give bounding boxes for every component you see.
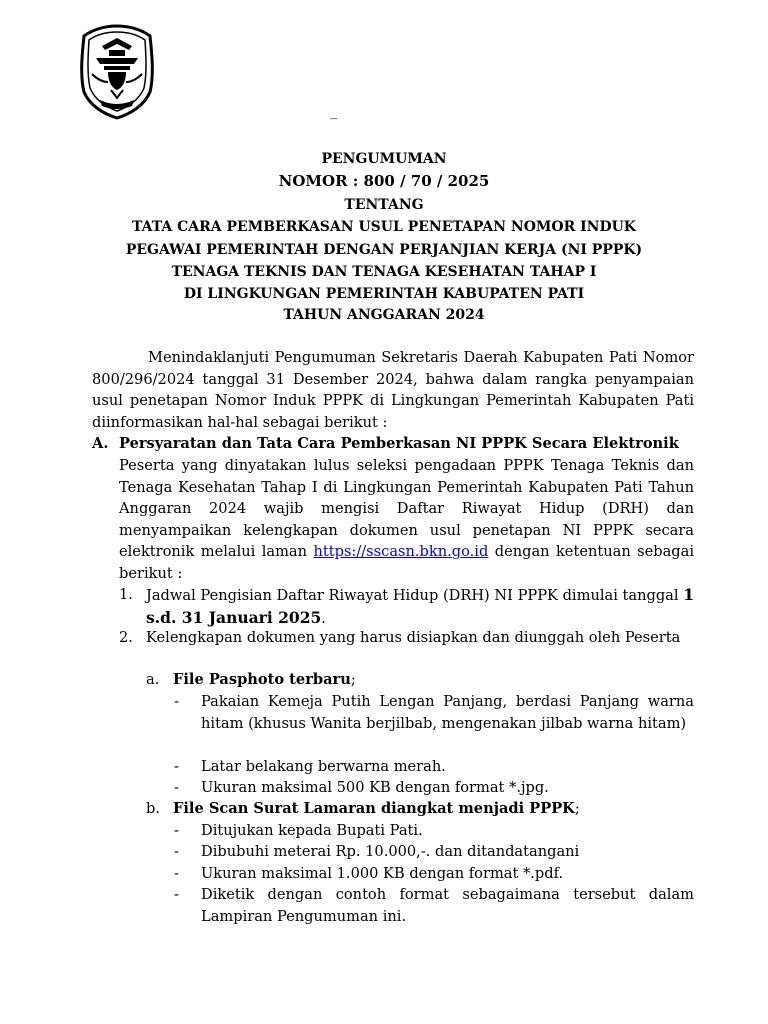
bullet-dash: - [174, 779, 179, 796]
sub-a-tail: ; [350, 671, 356, 688]
bullet-dash: - [174, 886, 179, 903]
section-a-body-text: Peserta yang dinyatakan lulus seleksi pengadaan PPPK Tenaga Teknis dan Tenaga Kesehatan Tahap I di Lingkungan Pemerintah Kabupaten Pati Tahun Anggaran 2024 wajib mengisi Daftar Riwayat Hidup (DRH) dan menyampaikan kelengkapan dokumen usul penetapan NI PPPK secara elektronik melalui laman [119, 457, 694, 561]
sscasn-link[interactable]: https://sscasn.bkn.go.id [313, 543, 489, 561]
sub-b-bullet: Diketik dengan contoh format sebagaimana tersebut dalam Lampiran Pengumuman ini. [201, 886, 694, 925]
announcement-number: NOMOR : 800 / 70 / 2025 [278, 172, 490, 190]
sub-a-title: File Pasphoto terbaru [173, 671, 351, 688]
sub-a-bullet: Latar belakang berwarna merah. [201, 758, 446, 775]
section-a-letter: A. [92, 435, 109, 452]
sub-b-tail: ; [574, 800, 580, 817]
bullet-dash: - [174, 865, 179, 882]
sub-a-letter: a. [146, 671, 160, 688]
subject-line: DI LINGKUNGAN PEMERINTAH KABUPATEN PATI [183, 286, 585, 302]
item-1-tail: . [321, 609, 326, 627]
sub-b-bullet: Ditujukan kepada Bupati Pati. [201, 822, 423, 839]
item-1-number: 1. [119, 586, 133, 603]
bullet-dash: - [174, 843, 179, 860]
kabupaten-pati-emblem-logo [78, 24, 156, 120]
bullet-dash: - [174, 758, 179, 775]
subject-line: TATA CARA PEMBERKASAN USUL PENETAPAN NOMOR INDUK [132, 219, 636, 235]
bullet-dash: - [174, 822, 179, 839]
subject-line: PEGAWAI PEMERINTAH DENGAN PERJANJIAN KERJA (NI PPPK) [125, 242, 643, 258]
sub-b-bullet: Dibubuhi meterai Rp. 10.000,-. dan ditandatangani [201, 843, 580, 860]
intro-paragraph: Menindaklanjuti Pengumuman Sekretaris Daerah Kabupaten Pati Nomor 800/296/2024 tanggal 31 Desember 2024, bahwa dalam rangka penyampaian usul penetapan Nomor Induk PPPK di Lingkungan Pemerintah Kabupaten Pati diinformasikan hal-hal sebagai berikut : [92, 349, 694, 431]
section-a-body [119, 455, 694, 585]
sub-a-bullet: Ukuran maksimal 500 KB dengan format *.jpg. [201, 779, 549, 796]
section-a-body-end: sebagai berikut : [119, 543, 695, 582]
sub-b-title: File Scan Surat Lamaran diangkat menjadi PPPK [173, 800, 575, 817]
sub-b-bullet: Ukuran maksimal 1.000 KB dengan format *.pdf. [201, 865, 564, 882]
subject-line: TAHUN ANGGARAN 2024 [283, 307, 485, 323]
sub-b-letter: b. [146, 800, 160, 817]
section-a-body-after-link: dengan ketentuan [494, 543, 631, 561]
header-mark: _ [330, 104, 337, 120]
announcement-title: PENGUMUMAN [321, 151, 447, 167]
subject-line: TENAGA TEKNIS DAN TENAGA KESEHATAN TAHAP I [171, 264, 597, 280]
sub-b-title-line [173, 798, 580, 820]
sub-a-bullet: Pakaian Kemeja Putih Lengan Panjang, berdasi Panjang warna hitam (khusus Wanita berjilbab, mengenakan jilbab warna hitam) [201, 693, 694, 732]
section-a-title: Persyaratan dan Tata Cara Pemberkasan NI PPPK Secara Elektronik [119, 435, 679, 452]
item-2-number: 2. [119, 629, 133, 646]
item-2-text: Kelengkapan dokumen yang harus disiapkan dan diunggah oleh Peserta [146, 629, 681, 646]
item-1-date: 1 s.d. 31 Januari 2025 [146, 585, 694, 627]
item-1-body: Jadwal Pengisian Daftar Riwayat Hidup (DRH) NI PPPK dimulai tanggal [146, 587, 679, 604]
sub-a-title-line [173, 669, 356, 691]
announcement-about: TENTANG [344, 197, 424, 213]
item-1-text [146, 584, 694, 629]
bullet-dash: - [174, 693, 179, 710]
